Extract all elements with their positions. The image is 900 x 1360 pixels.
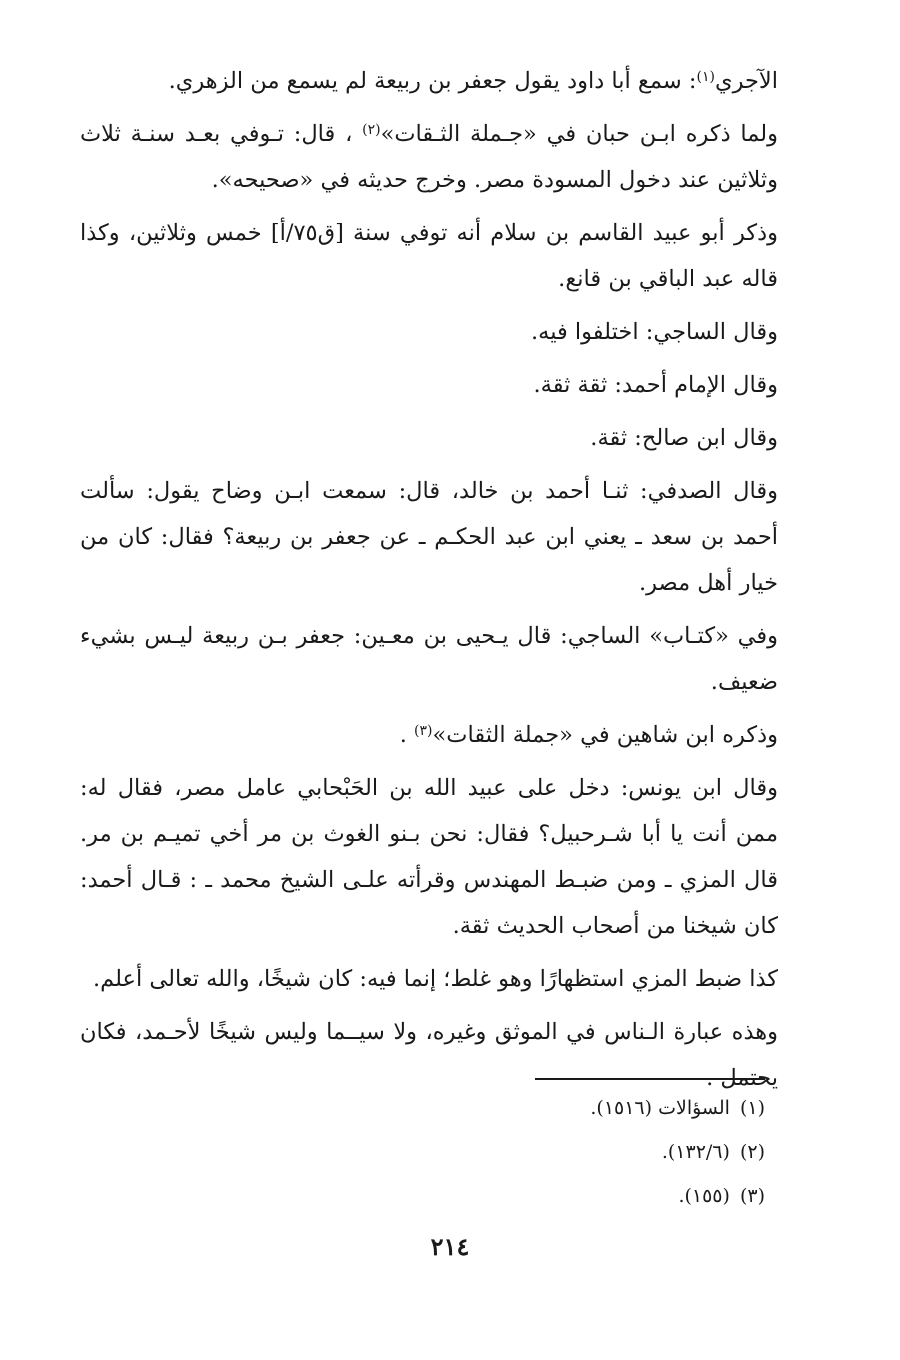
paragraph-1: الآجري$^{(١)}$: سمع أبا داود يقول جعفر بن ربيعة لم يسمع من الزهري. xyxy=(168,68,778,94)
footnote-ref-2: (٢) xyxy=(362,122,381,138)
footnote-number: (٣) xyxy=(739,1185,765,1207)
paragraph-2: ولما ذكره ابـن حبان في «جـملة الثـقات»$^{(٢)}$ ، قال: تـوفي بعـد سنـة ثلاث وثلاثين عند دخول المسودة مصر. وخرج حديثه في «صحيحه». xyxy=(80,121,778,193)
footnote-text: (١٣٢/٦). xyxy=(661,1141,730,1163)
paragraph-3: وذكر أبو عبيد القاسم بن سلام أنه توفي سنة [ق٧٥/أ] خمس وثلاثين، وكذا قاله عبد الباقي بن قانع. xyxy=(80,220,778,292)
footnote-text: (١٥٥). xyxy=(678,1185,730,1207)
footnote-ref-1: (١) xyxy=(696,69,715,85)
paragraph-4: وقال الساجي: اختلفوا فيه. xyxy=(531,319,778,345)
paragraph-7: وقال الصدفي: ثنـا أحمد بن خالد، قال: سمعت ابـن وضاح يقول: سألت أحمد بن سعد ـ يعني ابن عبد الحكـم ـ عن جعفر بن ربيعة؟ فقال: كان من خيار أهل مصر. xyxy=(80,478,778,596)
paragraph-9: وذكره ابن شاهين في «جملة الثقات»$^{(٣)}$ . xyxy=(399,722,778,748)
main-text xyxy=(80,58,778,1108)
footnote-2 xyxy=(365,1130,765,1174)
paragraph-8: وفي «كتـاب» الساجي: قال يـحيى بن معـين: جعفر بـن ربيعة ليـس بشيء ضعيف. xyxy=(80,623,778,695)
paragraph-5: وقال الإمام أحمد: ثقة ثقة. xyxy=(533,372,778,398)
footnote-number: (١) xyxy=(739,1097,765,1119)
footnote-1 xyxy=(365,1086,765,1130)
page-number: ٢١٤ xyxy=(430,1232,470,1261)
footnote-number: (٢) xyxy=(739,1141,765,1163)
paragraph-10: وقال ابن يونس: دخل على عبيد الله بن الحَبْحابي عامل مصر، فقال له: ممن أنت يا أبا شـرحبيل؟ فقال: نحن بـنو الغوث بن مر أخي تميـم بن مر. قال المزي ـ ومن ضبـط المهندس وقرأته علـى الشيخ محمد ـ : قـال أحمد: كان شيخنا من أصحاب الحديث ثقة. xyxy=(80,775,778,939)
footnote-text: السؤالات (١٥١٦). xyxy=(590,1097,730,1119)
footnote-ref-3: (٣) xyxy=(414,723,433,739)
paragraph-11: كذا ضبط المزي استظهارًا وهو غلط؛ إنما فيه: كان شيخًا، والله تعالى أعلم. xyxy=(92,966,778,992)
paragraph-12: وهذه عبارة الـناس في الموثق وغيره، ولا سيــما وليس شيخًا لأحـمد، فكان يحتمل . xyxy=(80,1019,778,1091)
footnote-3 xyxy=(365,1174,765,1218)
paragraph-6: وقال ابن صالح: ثقة. xyxy=(590,425,778,451)
footnote-divider xyxy=(535,1078,765,1080)
footnotes xyxy=(365,1086,765,1218)
